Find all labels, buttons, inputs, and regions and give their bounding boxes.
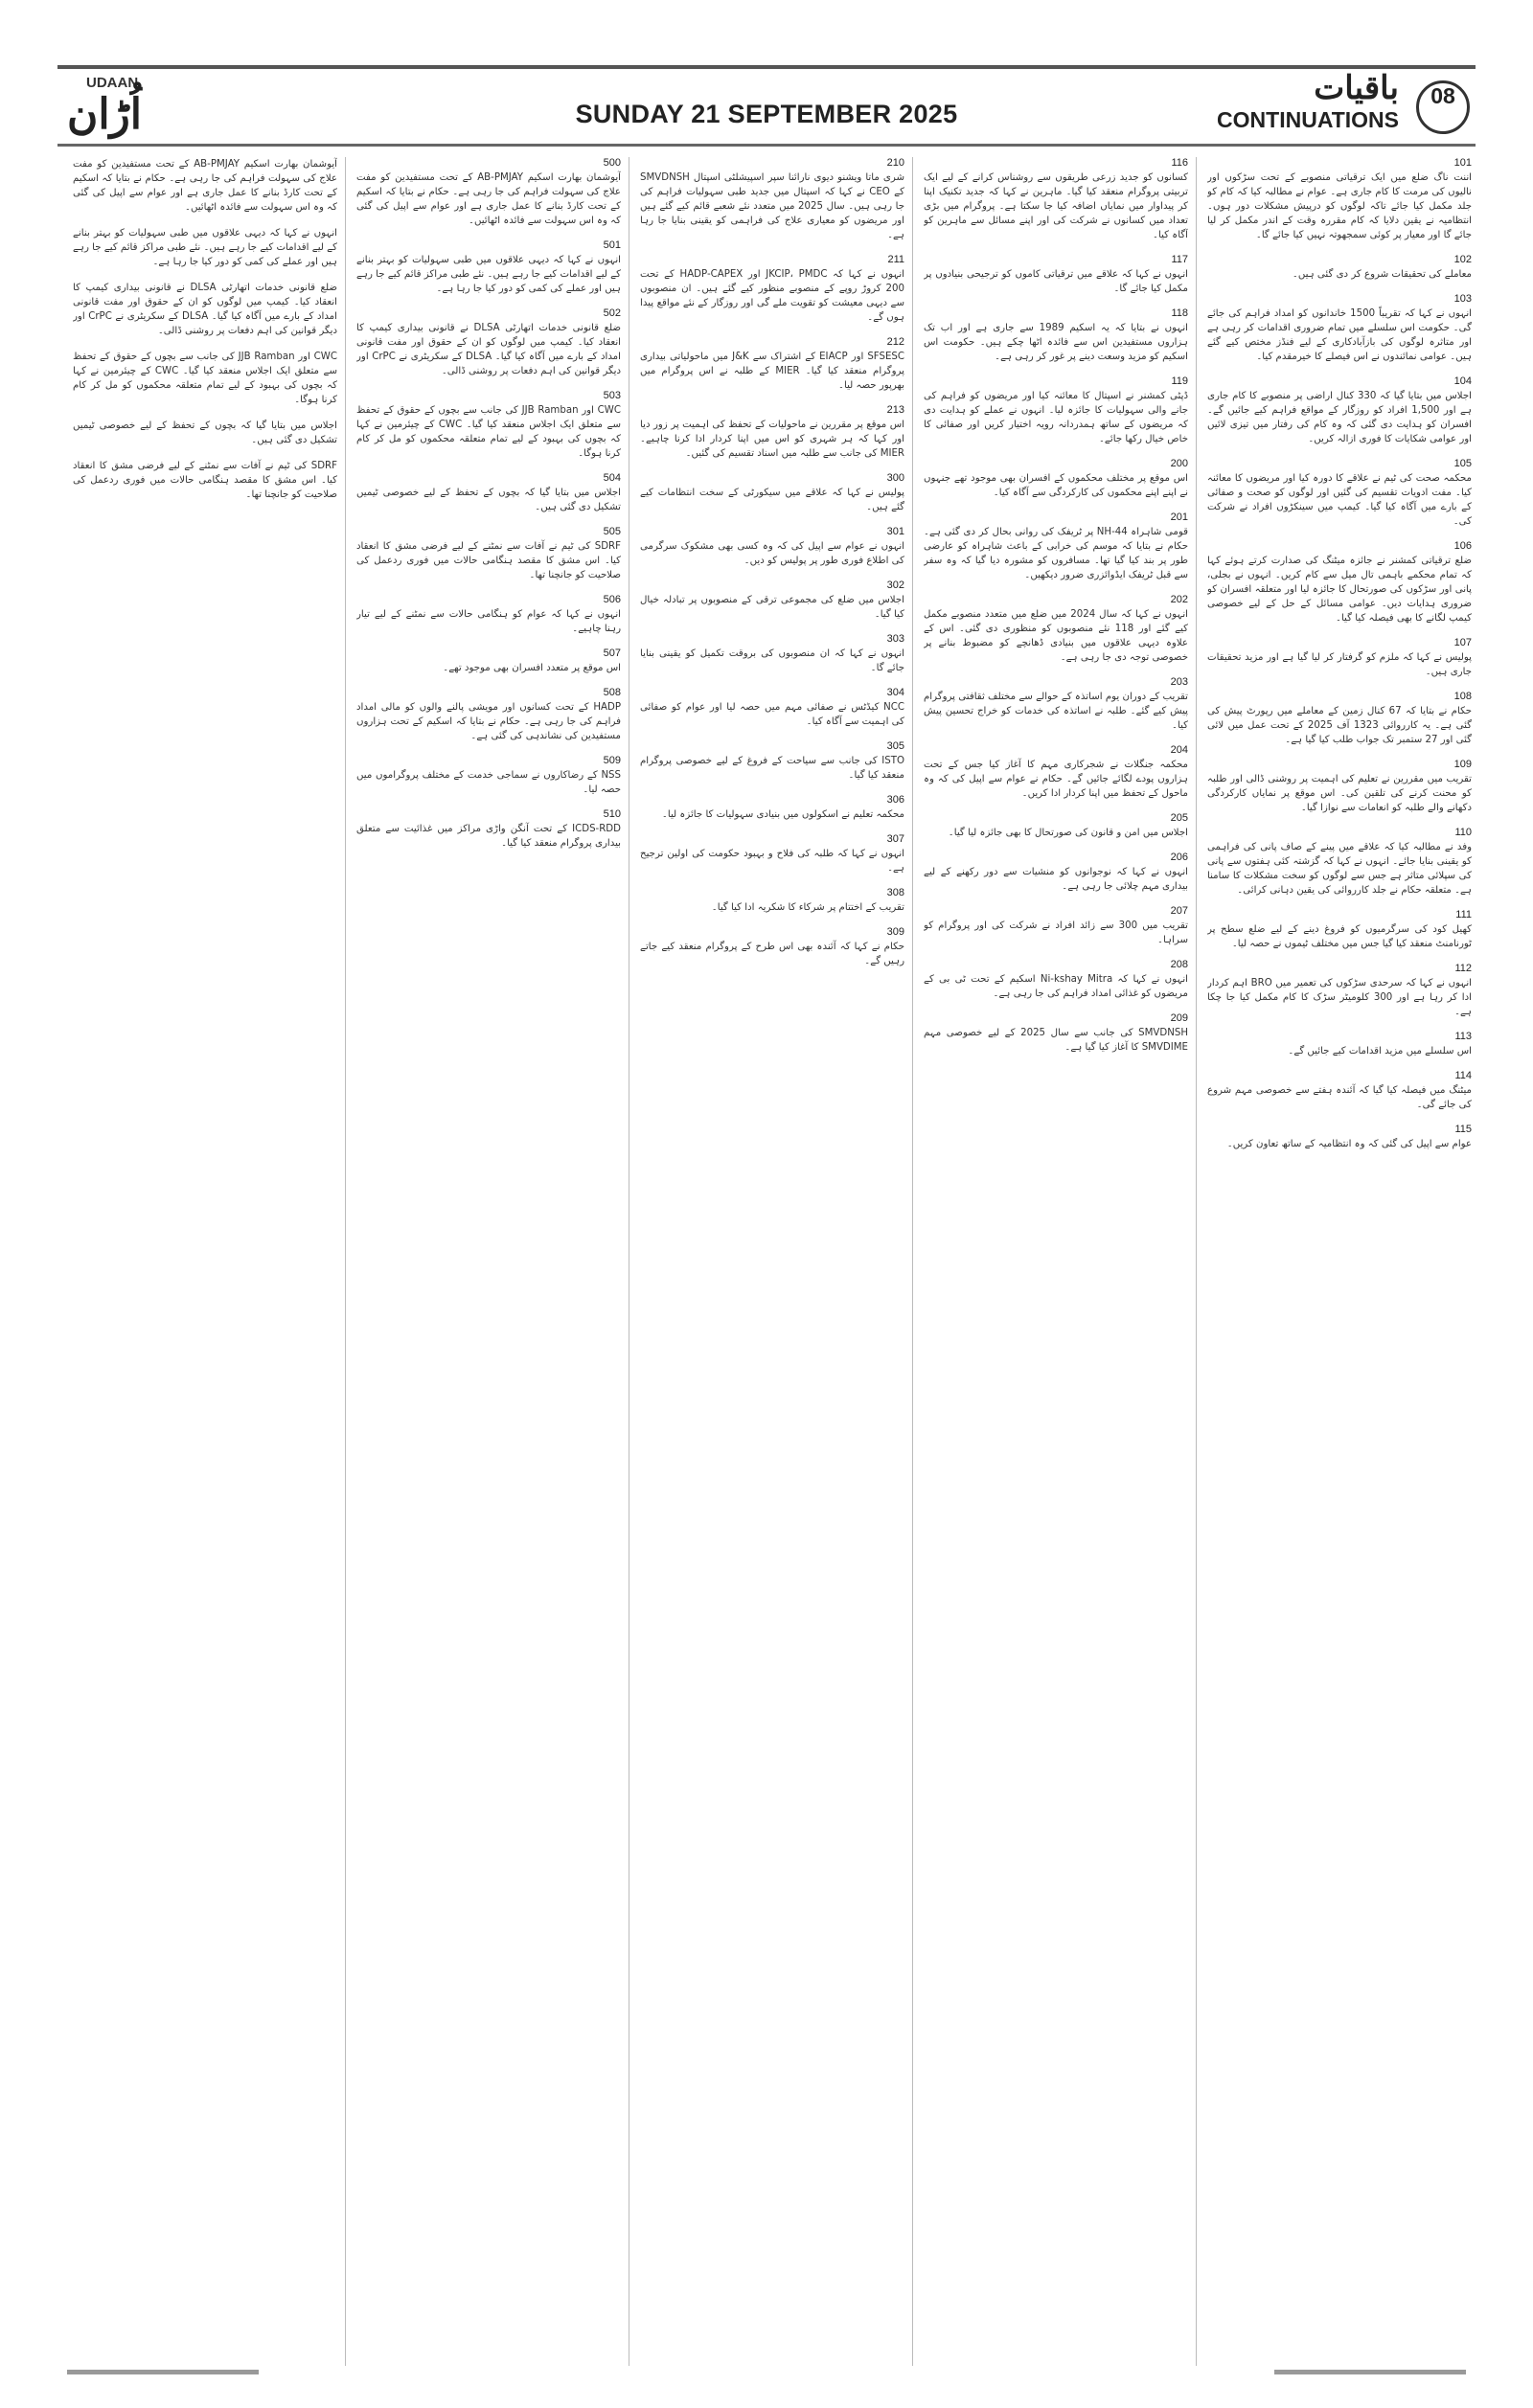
item-text: انہوں نے کہا کہ دیہی علاقوں میں طبی سہولیات کو بہتر بنانے کے لیے اقدامات کیے جا رہے ہیں۔ نئے طبی مراکز قائم کیے جا رہے ہیں اور عملے کی کمی کو دور کیا جا رہا ہے۔ [356, 255, 621, 294]
item-number: 501 [603, 239, 621, 251]
article-item [640, 633, 904, 675]
item-text: انہوں نے عوام سے اپیل کی کہ وہ کسی بھی مشکوک سرگرمی کی اطلاع فوری طور پر پولیس کو دیں۔ [640, 541, 904, 566]
article-item [73, 459, 337, 502]
item-number: 209 [1170, 1012, 1188, 1024]
item-number: 505 [603, 526, 621, 537]
item-text: CWC اور JJB Ramban کی جانب سے بچوں کے حقوق کے تحفظ سے متعلق ایک اجلاس منعقد کیا گیا۔ CWC کے چیئرمین نے کہا کہ بچوں کی بہبود کے لیے تمام متعلقہ محکموں کو مل کر کام کرنا ہوگا۔ [73, 352, 337, 405]
item-number: 111 [1455, 909, 1472, 920]
article-item [1207, 540, 1472, 625]
article-item [1207, 458, 1472, 529]
article-item [1207, 691, 1472, 747]
section-title-urdu: باقیات [1314, 69, 1399, 107]
article-item [924, 676, 1188, 733]
article-item [924, 254, 1188, 296]
item-number: 504 [603, 472, 621, 484]
item-text: اس موقع پر متعدد افسران بھی موجود تھے۔ [443, 663, 621, 673]
item-text: ISTO کی جانب سے سیاحت کے فروغ کے لیے خصوصی پروگرام منعقد کیا گیا۔ [640, 756, 904, 781]
item-text: کسانوں کو جدید زرعی طریقوں سے روشناس کرانے کے لیے ایک تربیتی پروگرام منعقد کیا گیا۔ ماہرین نے کہا کہ جدید تکنیک اپنا کر پیداوار میں نمایاں اضافہ کیا جا سکتا ہے۔ پروگرام میں بڑی تعداد میں کسانوں نے شرکت کی اور اپنے مسائل سے ماہرین کو آگاہ کیا۔ [924, 172, 1188, 240]
item-number: 307 [886, 833, 904, 845]
article-item [924, 852, 1188, 894]
column-5 [73, 157, 337, 2366]
article-item [356, 526, 621, 582]
article-item [356, 307, 621, 378]
item-number: 203 [1170, 676, 1188, 688]
item-number: 118 [1171, 307, 1188, 319]
item-text: ضلع ترقیاتی کمشنر نے جائزہ میٹنگ کی صدارت کرتے ہوئے کہا کہ تمام محکمے باہمی تال میل سے کام کریں۔ انہوں نے بجلی، پانی اور سڑکوں کی صورتحال کا جائزہ لیا اور متعلقہ افسران کو ضروری ہدایات دیں۔ عوامی مسائل کے حل کے لیے خصوصی کیمپ لگانے کا بھی فیصلہ کیا گیا۔ [1207, 556, 1472, 624]
article-columns [61, 157, 1472, 2366]
article-item [640, 926, 904, 968]
item-text: اس موقع پر مقررین نے ماحولیات کے تحفظ کی اہمیت پر زور دیا اور کہا کہ ہر شہری کو اس میں اپنا کردار ادا کرنا چاہیے۔ MIER کی جانب سے طلبہ میں اسناد تقسیم کی گئیں۔ [640, 420, 904, 459]
item-number: 114 [1454, 1070, 1472, 1081]
item-text: اننت ناگ ضلع میں ایک ترقیاتی منصوبے کے تحت سڑکوں اور نالیوں کی مرمت کا کام جاری ہے۔ عوام نے مطالبہ کیا کہ کام کو جلد مکمل کیا جائے تاکہ لوگوں کو درپیش مشکلات دور ہوں۔ انتظامیہ نے یقین دلایا کہ کام مقررہ وقت کے اندر مکمل کر لیا جائے گا اور معیار پر کوئی سمجھوتہ نہیں کیا جائے گا۔ [1207, 172, 1472, 240]
item-text: معاملے کی تحقیقات شروع کر دی گئی ہیں۔ [1292, 269, 1472, 280]
article-item [1207, 293, 1472, 364]
item-text: انہوں نے کہا کہ ان منصوبوں کی بروقت تکمیل کو یقینی بنایا جائے گا۔ [640, 648, 904, 673]
item-text: انہوں نے کہا کہ سرحدی سڑکوں کی تعمیر میں BRO اہم کردار ادا کر رہا ہے اور 300 کلومیٹر سڑک کا کام مکمل کیا جا چکا ہے۔ [1207, 978, 1472, 1017]
article-item [640, 472, 904, 514]
item-text: حکام نے کہا کہ آئندہ بھی اس طرح کے پروگرام منعقد کیے جاتے رہیں گے۔ [640, 942, 904, 966]
item-text: انہوں نے کہا کہ طلبہ کی فلاح و بہبود حکومت کی اولین ترجیح ہے۔ [640, 849, 904, 874]
item-text: عوام سے اپیل کی گئی کہ وہ انتظامیہ کے ساتھ تعاون کریں۔ [1226, 1139, 1472, 1149]
item-text: HADP کے تحت کسانوں اور مویشی پالنے والوں کو مالی امداد فراہم کی جا رہی ہے۔ حکام نے بتایا کہ اسکیم کے تحت ہزاروں مستفیدین کی نشاندہی کی گئی ہے۔ [356, 702, 621, 741]
article-item [356, 647, 621, 675]
item-text: محکمہ جنگلات نے شجرکاری مہم کا آغاز کیا جس کے تحت ہزاروں پودے لگائے جائیں گے۔ حکام نے عوام سے اپیل کی کہ وہ ماحول کے تحفظ میں اپنا کردار ادا کریں۔ [924, 760, 1188, 799]
item-number: 201 [1170, 511, 1188, 523]
article-item [640, 833, 904, 875]
footer-bar-left [67, 2370, 259, 2374]
column-4 [356, 157, 621, 2366]
item-number: 205 [1170, 812, 1188, 824]
article-item [73, 350, 337, 407]
page-number-badge: 08 [1416, 80, 1470, 134]
article-item [1207, 157, 1472, 242]
item-text: اجلاس میں بتایا گیا کہ بچوں کے تحفظ کے لیے خصوصی ٹیمیں تشکیل دی گئی ہیں۔ [356, 488, 621, 512]
item-number: 306 [886, 794, 904, 806]
article-item [1207, 1031, 1472, 1058]
item-number: 509 [603, 755, 621, 766]
item-text: وفد نے مطالبہ کیا کہ علاقے میں پینے کے صاف پانی کی فراہمی کو یقینی بنایا جائے۔ انہوں نے کہا کہ گزشتہ کئی ہفتوں سے پانی کی سپلائی متاثر ہے جس سے لوگوں کو سخت مشکلات کا سامنا ہے۔ متعلقہ حکام نے جلد کارروائی کی یقین دہانی کرائی۔ [1207, 842, 1472, 896]
item-text: SMVDNSH کی جانب سے سال 2025 کے لیے خصوصی مہم SMVDIME کا آغاز کیا گیا ہے۔ [924, 1028, 1188, 1053]
item-number: 302 [886, 579, 904, 591]
article-item [924, 511, 1188, 582]
item-number: 104 [1453, 375, 1472, 387]
item-number: 108 [1453, 691, 1472, 702]
article-item [924, 812, 1188, 840]
item-number: 206 [1170, 852, 1188, 863]
article-item [924, 1012, 1188, 1055]
item-number: 117 [1171, 254, 1188, 265]
article-item [924, 744, 1188, 801]
article-item [640, 794, 904, 822]
item-number: 116 [1171, 157, 1188, 169]
item-text: CWC اور JJB Ramban کی جانب سے بچوں کے حقوق کے تحفظ سے متعلق ایک اجلاس منعقد کیا گیا۔ CWC کے چیئرمین نے کہا کہ بچوں کی بہبود کے لیے تمام متعلقہ محکموں کو مل کر کام کرنا ہوگا۔ [356, 405, 621, 459]
column-1 [1207, 157, 1472, 2366]
item-number: 502 [603, 307, 621, 319]
item-number: 300 [886, 472, 904, 484]
article-item [356, 390, 621, 461]
item-text: SDRF کی ٹیم نے آفات سے نمٹنے کے لیے فرضی مشق کا انعقاد کیا۔ اس مشق کا مقصد ہنگامی حالات میں فوری ردعمل کی صلاحیت کو جانچنا تھا۔ [73, 461, 337, 500]
item-number: 115 [1454, 1124, 1472, 1135]
article-item [640, 157, 904, 242]
article-item [1207, 637, 1472, 679]
article-item [640, 404, 904, 461]
item-number: 301 [886, 526, 904, 537]
footer-bar-right [1274, 2370, 1466, 2374]
item-text: تقریب میں 300 سے زائد افراد نے شرکت کی اور پروگرام کو سراہا۔ [924, 920, 1188, 945]
item-number: 202 [1170, 594, 1188, 605]
item-number: 207 [1170, 905, 1188, 917]
article-item [640, 526, 904, 568]
item-number: 303 [886, 633, 904, 645]
column-divider [345, 157, 346, 2366]
article-item [1207, 759, 1472, 815]
item-text: شری ماتا ویشنو دیوی نارائنا سپر اسپیشلٹی اسپتال SMVDNSH کے CEO نے کہا کہ اسپتال میں جدید طبی سہولیات فراہم کی جا رہی ہیں۔ سال 2025 میں متعدد نئے شعبے قائم کیے گئے ہیں اور مریضوں کو معیاری علاج کی فراہمی کو یقینی بنایا جا رہا ہے۔ [640, 172, 904, 240]
item-text: محکمہ صحت کی ٹیم نے علاقے کا دورہ کیا اور مریضوں کا معائنہ کیا۔ مفت ادویات تقسیم کی گئیں اور لوگوں کو صحت و صفائی کے بارے میں آگاہ کیا گیا۔ کیمپ میں سینکڑوں افراد نے شرکت کی۔ [1207, 473, 1472, 527]
item-text: NCC کیڈٹس نے صفائی مہم میں حصہ لیا اور عوام کو صفائی کی اہمیت سے آگاہ کیا۔ [640, 702, 904, 727]
article-item [73, 157, 337, 215]
article-item [1207, 963, 1472, 1019]
item-text: تقریب کے اختتام پر شرکاء کا شکریہ ادا کیا گیا۔ [711, 902, 904, 913]
article-item [640, 887, 904, 915]
article-item [924, 157, 1188, 242]
article-item [356, 157, 621, 228]
item-text: ڈپٹی کمشنر نے اسپتال کا معائنہ کیا اور مریضوں کو فراہم کی جانے والی سہولیات کا جائزہ لیا۔ انہوں نے عملے کو ہدایت دی کہ مریضوں کے ساتھ ہمدردانہ رویہ اختیار کریں اور صفائی کا خاص خیال رکھا جائے۔ [924, 391, 1188, 444]
page-header [0, 0, 1533, 153]
item-number: 208 [1170, 959, 1188, 970]
item-text: انہوں نے کہا کہ تقریباً 1500 خاندانوں کو امداد فراہم کی جائے گی۔ حکومت اس سلسلے میں تمام ضروری اقدامات کر رہی ہے اور متاثرہ لوگوں کی بازآبادکاری کے لیے فنڈز مختص کیے گئے ہیں۔ عوامی نمائندوں نے اس فیصلے کا خیرمقدم کیا۔ [1207, 308, 1472, 362]
item-text: پولیس نے کہا کہ ملزم کو گرفتار کر لیا گیا ہے اور مزید تحقیقات جاری ہیں۔ [1207, 652, 1472, 677]
article-item [356, 808, 621, 851]
article-item [924, 905, 1188, 947]
item-text: انہوں نے کہا کہ سال 2024 میں ضلع میں متعدد منصوبے مکمل کیے گئے اور 118 نئے منصوبوں کو منظوری دی گئی۔ اس کے علاوہ دیہی علاقوں میں بنیادی ڈھانچے کو مضبوط بنانے پر خصوصی توجہ دی جا رہی ہے۔ [924, 609, 1188, 663]
item-number: 110 [1454, 827, 1472, 838]
item-number: 103 [1453, 293, 1472, 305]
article-item [356, 594, 621, 636]
item-number: 304 [886, 687, 904, 698]
article-item [924, 375, 1188, 446]
column-divider [912, 157, 913, 2366]
item-number: 101 [1453, 157, 1472, 169]
article-item [356, 755, 621, 797]
item-text: ICDS-RDD کے تحت آنگن واڑی مراکز میں غذائیت سے متعلق بیداری پروگرام منعقد کیا گیا۔ [356, 824, 621, 849]
item-text: ضلع قانونی خدمات اتھارٹی DLSA نے قانونی بیداری کیمپ کا انعقاد کیا۔ کیمپ میں لوگوں کو ان کے حقوق اور مفت قانونی امداد کے بارے میں آگاہ کیا گیا۔ DLSA کے سکریٹری نے CrPC اور دیگر قوانین کی اہم دفعات پر روشنی ڈالی۔ [356, 323, 621, 376]
item-text: حکام نے بتایا کہ 67 کنال زمین کے معاملے میں رپورٹ پیش کی گئی ہے۔ یہ کارروائی 1323 آف 2025 کے تحت عمل میں لائی گئی اور 27 ستمبر تک جواب طلب کیا گیا ہے۔ [1207, 706, 1472, 745]
item-number: 112 [1454, 963, 1472, 974]
item-number: 210 [886, 157, 904, 169]
article-item [73, 226, 337, 269]
item-text: انہوں نے کہا کہ نوجوانوں کو منشیات سے دور رکھنے کے لیے بیداری مہم چلائی جا رہی ہے۔ [924, 867, 1188, 892]
item-number: 119 [1171, 375, 1188, 387]
item-number: 113 [1454, 1031, 1472, 1042]
article-item [640, 740, 904, 783]
item-text: انہوں نے کہا کہ علاقے میں ترقیاتی کاموں کو ترجیحی بنیادوں پر مکمل کیا جائے گا۔ [924, 269, 1188, 294]
section-title-english: CONTINUATIONS [1217, 107, 1399, 132]
item-text: اجلاس میں بتایا گیا کہ 330 کنال اراضی پر منصوبے کا کام جاری ہے اور 1,500 افراد کو روزگار کے مواقع فراہم کیے جائیں گے۔ افسران کو ہدایت دی گئی کہ وہ کام کی رفتار میں تیزی لائیں اور عوامی شکایات کا فوری ازالہ کریں۔ [1207, 391, 1472, 444]
item-text: اجلاس میں بتایا گیا کہ بچوں کے تحفظ کے لیے خصوصی ٹیمیں تشکیل دی گئی ہیں۔ [73, 420, 337, 445]
article-item [1207, 254, 1472, 282]
item-text: اس موقع پر مختلف محکموں کے افسران بھی موجود تھے جنہوں نے اپنے اپنے محکموں کی کارکردگی سے آگاہ کیا۔ [924, 473, 1188, 498]
item-text: محکمہ تعلیم نے اسکولوں میں بنیادی سہولیات کا جائزہ لیا۔ [661, 809, 904, 820]
column-3 [640, 157, 904, 2366]
item-text: اجلاس میں ضلع کی مجموعی ترقی کے منصوبوں پر تبادلہ خیال کیا گیا۔ [640, 595, 904, 620]
item-number: 309 [886, 926, 904, 938]
item-text: کھیل کود کی سرگرمیوں کو فروغ دینے کے لیے ضلع سطح پر ٹورنامنٹ منعقد کیا گیا جس میں مختلف ٹیموں نے حصہ لیا۔ [1207, 924, 1472, 949]
item-number: 106 [1453, 540, 1472, 552]
item-text: SFSESC اور EIACP کے اشتراک سے J&K میں ماحولیاتی بیداری پروگرام منعقد کیا گیا۔ MIER کے طلبہ نے اس پروگرام میں بھرپور حصہ لیا۔ [640, 352, 904, 391]
item-number: 204 [1170, 744, 1188, 756]
item-text: انہوں نے کہا کہ دیہی علاقوں میں طبی سہولیات کو بہتر بنانے کے لیے اقدامات کیے جا رہے ہیں۔ نئے طبی مراکز قائم کیے جا رہے ہیں اور عملے کی کمی کو دور کیا جا رہا ہے۔ [73, 228, 337, 267]
article-item [1207, 827, 1472, 897]
item-text: اجلاس میں امن و قانون کی صورتحال کا بھی جائزہ لیا گیا۔ [948, 828, 1188, 838]
article-item [356, 472, 621, 514]
item-number: 506 [603, 594, 621, 605]
logo-urdu: اُڑان [67, 90, 143, 139]
item-number: 503 [603, 390, 621, 401]
article-item [640, 336, 904, 393]
item-text: SDRF کی ٹیم نے آفات سے نمٹنے کے لیے فرضی مشق کا انعقاد کیا۔ اس مشق کا مقصد ہنگامی حالات میں فوری ردعمل کی صلاحیت کو جانچنا تھا۔ [356, 541, 621, 580]
item-text: انہوں نے بتایا کہ یہ اسکیم 1989 سے جاری ہے اور اب تک ہزاروں مستفیدین اس سے فائدہ اٹھا چکے ہیں۔ حکومت اس اسکیم کو مزید وسعت دینے پر غور کر رہی ہے۔ [924, 323, 1188, 362]
item-text: آیوشمان بھارت اسکیم AB-PMJAY کے تحت مستفیدین کو مفت علاج کی سہولت فراہم کی جا رہی ہے۔ حکام نے بتایا کہ اسکیم کے تحت کارڈ بنانے کا عمل جاری ہے اور عوام سے اپیل کی گئی کہ وہ اس سہولت سے فائدہ اٹھائیں۔ [73, 159, 337, 213]
item-number: 308 [886, 887, 904, 898]
item-number: 500 [603, 157, 621, 169]
article-item [1207, 909, 1472, 951]
item-number: 213 [886, 404, 904, 416]
article-item [1207, 1124, 1472, 1151]
item-text: پولیس نے کہا کہ علاقے میں سیکورٹی کے سخت انتظامات کیے گئے ہیں۔ [640, 488, 904, 512]
article-item [73, 281, 337, 338]
item-text: انہوں نے کہا کہ Ni-kshay Mitra اسکیم کے تحت ٹی بی کے مریضوں کو غذائی امداد فراہم کی جا رہی ہے۔ [924, 974, 1188, 999]
item-number: 200 [1170, 458, 1188, 469]
page-date: SUNDAY 21 SEPTEMBER 2025 [575, 100, 958, 128]
item-number: 102 [1453, 254, 1472, 265]
item-number: 105 [1453, 458, 1472, 469]
item-number: 507 [603, 647, 621, 659]
column-2 [924, 157, 1188, 2366]
item-number: 508 [603, 687, 621, 698]
section-title [1150, 69, 1399, 132]
item-number: 305 [886, 740, 904, 752]
article-item [924, 458, 1188, 500]
article-item [73, 419, 337, 447]
article-item [640, 254, 904, 325]
article-item [924, 959, 1188, 1001]
article-item [1207, 375, 1472, 446]
logo-english: UDAAN [86, 75, 139, 91]
item-text: آیوشمان بھارت اسکیم AB-PMJAY کے تحت مستفیدین کو مفت علاج کی سہولت فراہم کی جا رہی ہے۔ حکام نے بتایا کہ اسکیم کے تحت کارڈ بنانے کا عمل جاری ہے اور عوام سے اپیل کی گئی کہ وہ اس سہولت سے فائدہ اٹھائیں۔ [356, 172, 621, 226]
article-item [924, 594, 1188, 665]
item-number: 510 [603, 808, 621, 820]
item-text: NSS کے رضاکاروں نے سماجی خدمت کے مختلف پروگراموں میں حصہ لیا۔ [356, 770, 621, 795]
item-text: تقریب کے دوران یوم اساتذہ کے حوالے سے مختلف ثقافتی پروگرام پیش کیے گئے۔ طلبہ نے اساتذہ کی خدمات کو خراج تحسین پیش کیا۔ [924, 692, 1188, 731]
article-item [924, 307, 1188, 364]
item-text: میٹنگ میں فیصلہ کیا گیا کہ آئندہ ہفتے سے خصوصی مہم شروع کی جائے گی۔ [1207, 1085, 1472, 1110]
article-item [1207, 1070, 1472, 1112]
item-text: انہوں نے کہا کہ عوام کو ہنگامی حالات سے نمٹنے کے لیے تیار رہنا چاہیے۔ [356, 609, 621, 634]
item-number: 109 [1453, 759, 1472, 770]
item-number: 212 [886, 336, 904, 348]
article-item [356, 687, 621, 743]
item-text: ضلع قانونی خدمات اتھارٹی DLSA نے قانونی بیداری کیمپ کا انعقاد کیا۔ کیمپ میں لوگوں کو ان کے حقوق اور مفت قانونی امداد کے بارے میں آگاہ کیا گیا۔ DLSA کے سکریٹری نے CrPC اور دیگر قوانین کی اہم دفعات پر روشنی ڈالی۔ [73, 283, 337, 336]
column-divider [1196, 157, 1197, 2366]
item-text: انہوں نے کہا کہ JKCIP، PMDC اور HADP-CAPEX کے تحت 200 کروڑ روپے کے منصوبے منظور کیے گئے ہیں۔ ان منصوبوں سے دیہی معیشت کو تقویت ملے گی اور روزگار کے نئے مواقع پیدا ہوں گے۔ [640, 269, 904, 323]
article-item [640, 579, 904, 622]
item-text: قومی شاہراہ NH-44 پر ٹریفک کی روانی بحال کر دی گئی ہے۔ حکام نے بتایا کہ موسم کی خرابی کے باعث شاہراہ کو عارضی طور پر بند کیا گیا تھا۔ مسافروں کو مشورہ دیا گیا کہ وہ سفر سے قبل ٹریفک ایڈوائزری ضرور دیکھیں۔ [924, 527, 1188, 580]
item-text: اس سلسلے میں مزید اقدامات کیے جائیں گے۔ [1288, 1046, 1472, 1056]
article-item [356, 239, 621, 296]
item-text: تقریب میں مقررین نے تعلیم کی اہمیت پر روشنی ڈالی اور طلبہ کو محنت کرنے کی تلقین کی۔ اس موقع پر نمایاں کارکردگی دکھانے والے طلبہ کو انعامات سے نوازا گیا۔ [1207, 774, 1472, 813]
item-number: 107 [1453, 637, 1472, 648]
item-number: 211 [887, 254, 904, 265]
article-item [640, 687, 904, 729]
header-bottom-rule [57, 144, 1476, 147]
